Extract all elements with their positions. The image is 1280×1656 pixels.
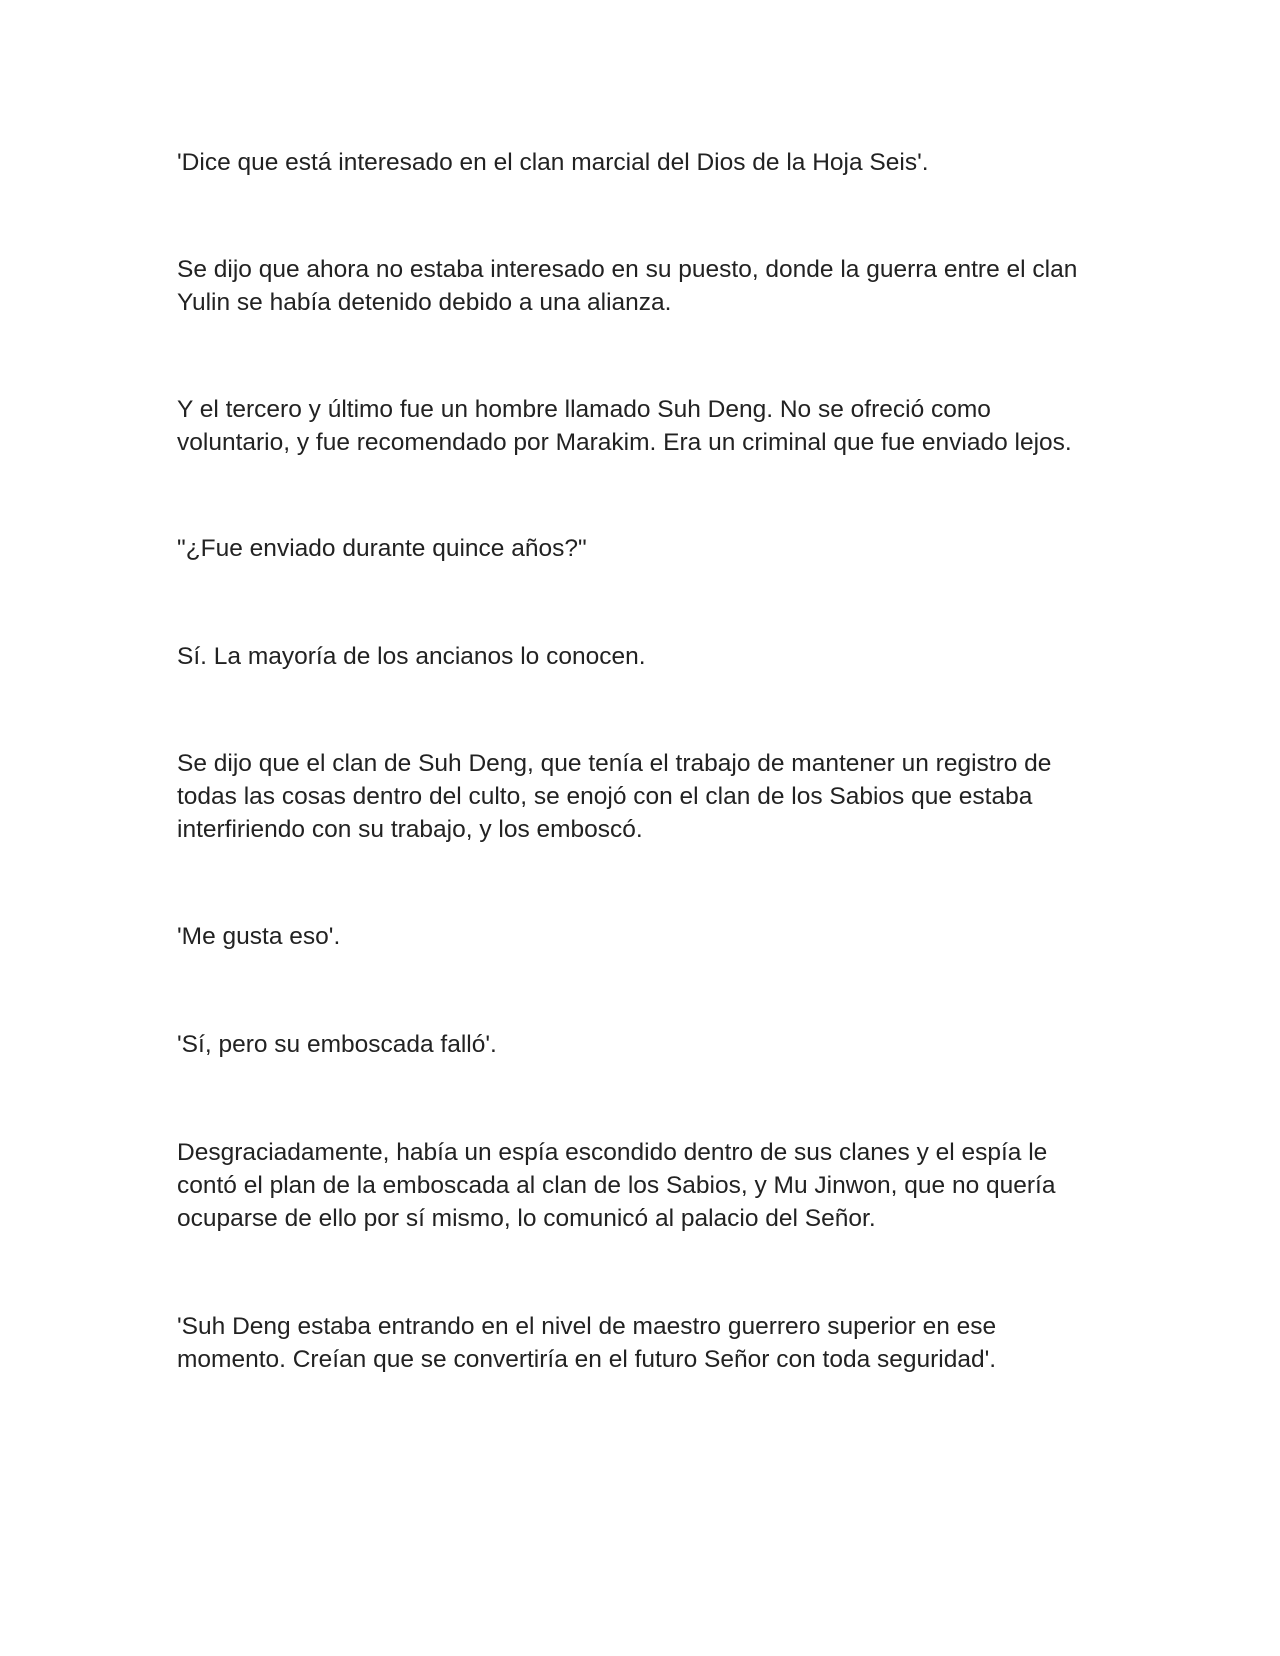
- paragraph-line: Y el tercero y último fue un hombre llamado Suh Deng. No se ofreció como: [177, 396, 991, 423]
- paragraph-line: Sí. La mayoría de los ancianos lo conocen.: [177, 643, 646, 670]
- paragraph-line: interfiriendo con su trabajo, y los emboscó.: [177, 816, 643, 843]
- paragraph-7: [177, 920, 1107, 953]
- paragraph-line: Yulin se había detenido debido a una alianza.: [177, 289, 672, 316]
- paragraph-line: contó el plan de la emboscada al clan de los Sabios, y Mu Jinwon, que no quería: [177, 1172, 1056, 1199]
- paragraph-line: 'Suh Deng estaba entrando en el nivel de maestro guerrero superior en ese: [177, 1313, 997, 1340]
- paragraph-line: 'Sí, pero su emboscada falló'.: [177, 1031, 497, 1058]
- paragraph-line: voluntario, y fue recomendado por Marakim. Era un criminal que fue enviado lejos.: [177, 429, 1072, 456]
- paragraph-line: Se dijo que ahora no estaba interesado en su puesto, donde la guerra entre el clan: [177, 256, 1078, 283]
- paragraph-3: [177, 393, 1107, 459]
- paragraph-1: [177, 146, 1107, 179]
- paragraph-8: [177, 1028, 1107, 1061]
- paragraph-4: [177, 532, 1107, 565]
- paragraph-9: [177, 1136, 1107, 1235]
- paragraph-line: ocuparse de ello por sí mismo, lo comunicó al palacio del Señor.: [177, 1205, 876, 1232]
- paragraph-line: "¿Fue enviado durante quince años?": [177, 535, 587, 562]
- paragraph-10: [177, 1310, 1107, 1376]
- paragraph-line: 'Dice que está interesado en el clan marcial del Dios de la Hoja Seis'.: [177, 149, 929, 176]
- paragraph-line: 'Me gusta eso'.: [177, 923, 341, 950]
- paragraph-5: [177, 640, 1107, 673]
- paragraph-line: momento. Creían que se convertiría en el futuro Señor con toda seguridad'.: [177, 1346, 997, 1373]
- paragraph-line: todas las cosas dentro del culto, se enojó con el clan de los Sabios que estaba: [177, 783, 1033, 810]
- paragraph-2: [177, 253, 1107, 319]
- paragraph-line: Desgraciadamente, había un espía escondido dentro de sus clanes y el espía le: [177, 1139, 1048, 1166]
- paragraph-line: Se dijo que el clan de Suh Deng, que tenía el trabajo de mantener un registro de: [177, 750, 1052, 777]
- paragraph-6: [177, 747, 1107, 846]
